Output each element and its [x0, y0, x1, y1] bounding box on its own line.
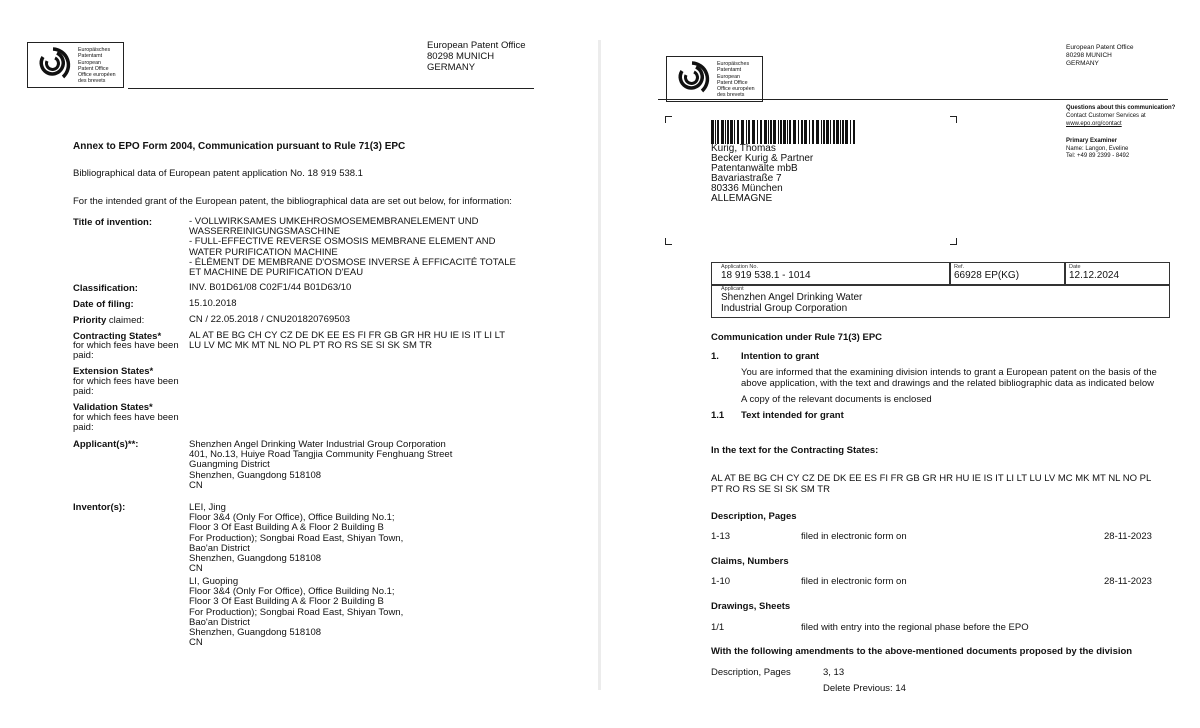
application-number-caption: Application No. — [721, 264, 758, 270]
section-1-1-title: Text intended for grant — [741, 410, 844, 421]
barcode-bar — [850, 120, 851, 144]
barcode-bar — [836, 120, 839, 144]
barcode-bar — [730, 120, 733, 144]
description-text: filed in electronic form on — [801, 531, 907, 542]
header-rule — [128, 88, 534, 89]
section-1-title: Intention to grant — [741, 351, 820, 362]
barcode-bar — [789, 120, 791, 144]
priority-label — [73, 315, 144, 326]
priority-label-suffix: claimed: — [106, 315, 145, 326]
communication-title: Communication under Rule 71(3) EPC — [711, 332, 883, 343]
reference-field — [949, 262, 1066, 286]
epo-logo-icon — [33, 47, 73, 83]
reference-value: 66928 EP(KG) — [954, 270, 1020, 281]
barcode-bar — [833, 120, 835, 144]
application-number-value: 18 919 538.1 - 1014 — [721, 270, 811, 281]
intro-line: For the intended grant of the European patent, the bibliographical data are set out below, for information: — [73, 196, 512, 207]
barcode-bar — [717, 120, 719, 144]
applicant-value: Shenzhen Angel Drinking Water Industrial Group Corporation — [721, 292, 863, 314]
applicant-label: Applicant(s)**: — [73, 439, 139, 450]
contracting-sub: for which fees have been paid: — [73, 340, 179, 362]
contracting-label: Contracting States* — [73, 331, 162, 342]
page-divider — [598, 40, 601, 690]
barcode-bar — [842, 120, 844, 144]
amendments-heading: With the following amendments to the above-mentioned documents proposed by the division — [711, 646, 1133, 657]
drawings-heading: Drawings, Sheets — [711, 601, 791, 612]
inventor-label: Inventor(s): — [73, 502, 126, 513]
header-rule — [658, 99, 1168, 100]
barcode-bar — [783, 120, 786, 144]
questions-line: Contact Customer Services at — [1066, 113, 1146, 119]
barcode-bar — [725, 120, 726, 144]
contracting-value: AL AT BE BG CH CY CZ DE DK EE ES FI FR GB GR HR HU IE IS IT LI LT LU LV MC MK MT NL NO PL PT RO RS SE SI SK SM TR — [189, 330, 506, 352]
title-label: Title of invention: — [73, 217, 152, 228]
barcode — [711, 120, 857, 144]
biblio-line: Bibliographical data of European patent application No. 18 919 538.1 — [73, 168, 363, 179]
date-caption: Date — [1069, 264, 1081, 270]
description-date: 28-11-2023 — [1104, 531, 1152, 542]
barcode-bar — [830, 120, 831, 144]
priority-label-bold: Priority — [73, 315, 107, 326]
epo-logo-icon — [672, 61, 712, 97]
address-window-corner-br — [950, 238, 957, 245]
claims-range: 1-10 — [711, 576, 731, 587]
description-heading: Description, Pages — [711, 511, 797, 522]
examiner-tel: Tel: +49 89 2399 - 8492 — [1066, 153, 1130, 159]
applicant-value: Shenzhen Angel Drinking Water Industrial Group Corporation 401, No.13, Huiye Road Tangjia Community Fenghuang Street Guangming District Shenzhen, Guangdong 518108 CN — [189, 439, 453, 491]
epo-logo — [27, 42, 124, 88]
amendment-delete: Delete Previous: 14 — [823, 683, 906, 694]
logo-text: Europäisches Patentamt European Patent Office Office européen des brevets — [717, 61, 755, 99]
validation-sub: for which fees have been paid: — [73, 412, 179, 434]
section-1-number: 1. — [711, 351, 719, 362]
title-value: - VOLLWIRKSAMES UMKEHROSMOSEMEMBRANELEMENT UND WASSERREINIGUNGSMASCHINE - FULL-EFFECTIVE REVERSE OSMOSIS MEMBRANE ELEMENT AND WATER PURIFICATION MACHINE - ÉLÉMENT DE MEMBRANE D'OSMOSE INVERSE À EFFICACITÉ TOTALE ET MACHINE DE PURIFICATION D'EAU — [189, 216, 516, 279]
amendment-label: Description, Pages — [711, 667, 791, 678]
claims-date: 28-11-2023 — [1104, 576, 1152, 587]
barcode-bar — [721, 120, 724, 144]
filing-value: 15.10.2018 — [189, 298, 237, 309]
barcode-bar — [727, 120, 729, 144]
address-window-corner-bl — [665, 238, 672, 245]
epo-logo — [666, 56, 763, 102]
section-1-text: You are informed that the examining division intends to grant a European patent on the basis of the above application, with the text and drawings and the related bibliographic data as indicated below — [741, 367, 1157, 389]
date-field — [1064, 262, 1170, 286]
section-1-1-number: 1.1 — [711, 410, 725, 421]
claims-heading: Claims, Numbers — [711, 556, 789, 567]
barcode-bar — [760, 120, 762, 144]
barcode-bar — [823, 120, 825, 144]
barcode-bar — [748, 120, 750, 144]
barcode-bar — [812, 120, 814, 144]
barcode-bar — [798, 120, 799, 144]
barcode-bar — [746, 120, 747, 144]
epo-address: European Patent Office 80298 MUNICH GERMANY — [1066, 44, 1134, 67]
contracting-heading: In the text for the Contracting States: — [711, 445, 879, 456]
applicant-field — [711, 284, 1170, 318]
barcode-bar — [801, 120, 803, 144]
application-number-field — [711, 262, 951, 286]
annex-title: Annex to EPO Form 2004, Communication pursuant to Rule 71(3) EPC — [73, 141, 406, 152]
barcode-bar — [821, 120, 822, 144]
communication-page — [610, 0, 1200, 728]
filing-label: Date of filing: — [73, 299, 134, 310]
recipient-address: Kurig, Thomas Becker Kurig & Partner Patentanwälte mbB Bavariastraße 7 80336 München ALLEMAGNE — [711, 143, 814, 204]
examiner-title: Primary Examiner — [1066, 138, 1118, 144]
barcode-bar — [764, 120, 767, 144]
classification-value: INV. B01D61/08 C02F1/44 B01D63/10 — [189, 282, 352, 293]
applicant-caption: Applicant — [721, 286, 744, 292]
barcode-bar — [853, 120, 855, 144]
address-window-corner-tl — [665, 116, 672, 123]
epo-address: European Patent Office 80298 MUNICH GERMANY — [427, 40, 526, 73]
validation-label: Validation States* — [73, 402, 153, 413]
inventor-1: LEI, Jing Floor 3&4 (Only For Office), Office Building No.1; Floor 3 Of East Building A & Floor 2 Building B For Production); Songbai Road East, Shiyan Town, Bao'an District Shenzhen, Guangdong 518108 CN — [189, 502, 404, 575]
annex-page — [0, 0, 590, 728]
drawings-text: filed with entry into the regional phase before the EPO — [801, 622, 1029, 633]
amendment-pages: 3, 13 — [823, 667, 845, 678]
barcode-bar — [826, 120, 829, 144]
barcode-bar — [770, 120, 772, 144]
logo-text: Europäisches Patentamt European Patent Office Office européen des brevets — [78, 47, 116, 85]
classification-label: Classification: — [73, 283, 138, 294]
section-1-copy: A copy of the relevant documents is enclosed — [741, 394, 932, 405]
barcode-bar — [711, 120, 714, 144]
barcode-bar — [840, 120, 841, 144]
barcode-bar — [752, 120, 755, 144]
barcode-bar — [809, 120, 810, 144]
barcode-bar — [845, 120, 848, 144]
barcode-bar — [787, 120, 788, 144]
contracting-list: AL AT BE BG CH CY CZ DE DK EE ES FI FR GB GR HR HU IE IS IT LI LT LU LV MC MK MT NL NO PL PT RO RS SE SI SK SM TR — [711, 473, 1152, 495]
extension-sub: for which fees have been paid: — [73, 376, 179, 398]
claims-text: filed in electronic form on — [801, 576, 907, 587]
drawings-range: 1/1 — [711, 622, 725, 633]
description-range: 1-13 — [711, 531, 731, 542]
inventor-2: LI, Guoping Floor 3&4 (Only For Office), Office Building No.1; Floor 3 Of East Building A & Floor 2 Building B For Production); Songbai Road East, Shiyan Town, Bao'an District Shenzhen, Guangdong 518108 CN — [189, 576, 404, 649]
extension-label: Extension States* — [73, 366, 154, 377]
date-value: 12.12.2024 — [1069, 270, 1120, 281]
examiner-name: Name: Langon, Eveline — [1066, 146, 1129, 152]
barcode-bar — [734, 120, 735, 144]
barcode-bar — [737, 120, 739, 144]
questions-title: Questions about this communication? — [1066, 105, 1176, 111]
priority-value: CN / 22.05.2018 / CNU201820769503 — [189, 314, 351, 325]
barcode-bar — [793, 120, 796, 144]
reference-caption: Ref. — [954, 264, 965, 270]
barcode-bar — [778, 120, 779, 144]
barcode-bar — [816, 120, 819, 144]
barcode-bar — [780, 120, 782, 144]
barcode-bar — [757, 120, 758, 144]
barcode-bar — [804, 120, 807, 144]
barcode-bar — [741, 120, 744, 144]
contact-link[interactable]: www.epo.org/contact — [1066, 121, 1122, 127]
barcode-bar — [715, 120, 716, 144]
barcode-bar — [768, 120, 769, 144]
address-window-corner-tr — [950, 116, 957, 123]
barcode-bar — [773, 120, 776, 144]
